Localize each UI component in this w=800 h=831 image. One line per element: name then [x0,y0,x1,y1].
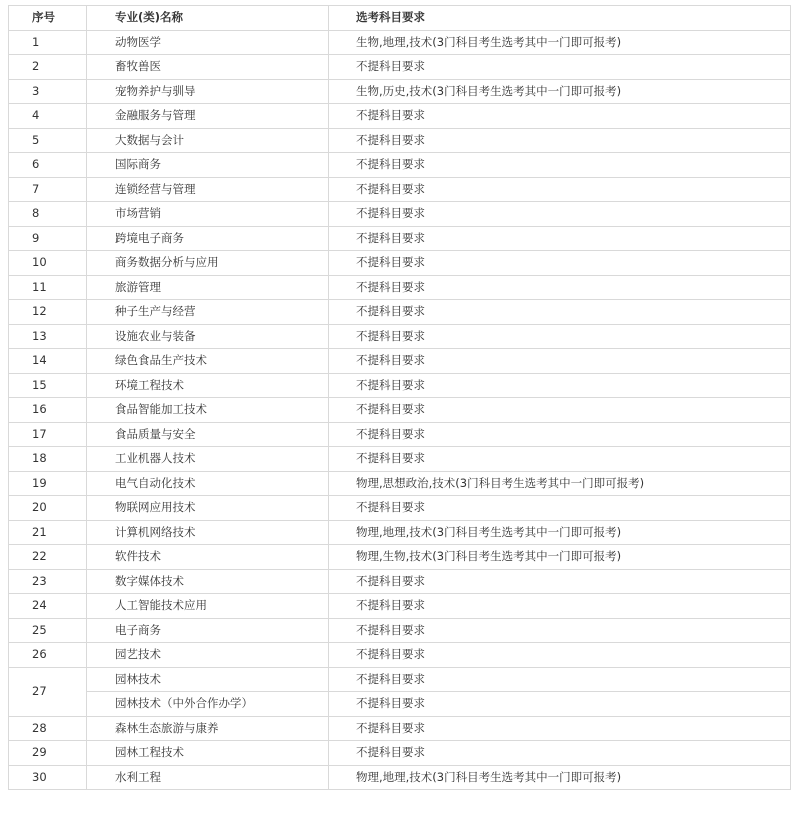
subject-requirement: 不提科目要求 [329,618,791,643]
subject-requirement: 不提科目要求 [329,594,791,619]
table-row [9,594,791,619]
major-name: 连锁经营与管理 [87,177,329,202]
table-row [9,545,791,570]
table-row [9,324,791,349]
header-no: 序号 [9,6,87,31]
row-number: 11 [9,275,87,300]
subject-requirement: 不提科目要求 [329,104,791,129]
row-number: 19 [9,471,87,496]
row-number: 17 [9,422,87,447]
subject-requirement: 不提科目要求 [329,226,791,251]
major-name: 国际商务 [87,153,329,178]
row-number: 6 [9,153,87,178]
subject-requirement: 不提科目要求 [329,202,791,227]
row-number: 23 [9,569,87,594]
table-body [9,30,791,790]
subject-requirement: 不提科目要求 [329,251,791,276]
subject-requirement: 不提科目要求 [329,275,791,300]
table-row [9,667,791,692]
row-number: 28 [9,716,87,741]
subject-requirement: 不提科目要求 [329,447,791,472]
table-row [9,569,791,594]
major-name: 计算机网络技术 [87,520,329,545]
subject-requirement: 不提科目要求 [329,716,791,741]
row-number: 16 [9,398,87,423]
subject-requirement: 不提科目要求 [329,324,791,349]
row-number: 2 [9,55,87,80]
major-name: 食品质量与安全 [87,422,329,447]
table-row [9,128,791,153]
table-row [9,275,791,300]
major-name: 食品智能加工技术 [87,398,329,423]
subject-requirement: 不提科目要求 [329,643,791,668]
table-row [9,79,791,104]
subject-requirement: 不提科目要求 [329,55,791,80]
row-number: 14 [9,349,87,374]
subject-requirement: 物理,思想政治,技术(3门科目考生选考其中一门即可报考) [329,471,791,496]
major-name: 电子商务 [87,618,329,643]
major-name: 森林生态旅游与康养 [87,716,329,741]
major-name: 数字媒体技术 [87,569,329,594]
table-row [9,643,791,668]
table-row [9,226,791,251]
row-number: 18 [9,447,87,472]
table-row [9,177,791,202]
row-number: 22 [9,545,87,570]
subject-requirement: 不提科目要求 [329,741,791,766]
header-requirement: 选考科目要求 [329,6,791,31]
row-number: 4 [9,104,87,129]
row-number: 8 [9,202,87,227]
subject-requirement: 不提科目要求 [329,373,791,398]
table-row [9,398,791,423]
table-row [9,373,791,398]
major-name: 园林技术 [87,667,329,692]
subject-requirement: 不提科目要求 [329,667,791,692]
row-number: 15 [9,373,87,398]
major-name: 水利工程 [87,765,329,790]
subject-requirement: 不提科目要求 [329,300,791,325]
row-number: 12 [9,300,87,325]
table-row [9,496,791,521]
table-row [9,251,791,276]
row-number: 25 [9,618,87,643]
table-row [9,447,791,472]
subject-requirement: 不提科目要求 [329,349,791,374]
subject-requirement: 不提科目要求 [329,569,791,594]
table-row [9,153,791,178]
row-number: 29 [9,741,87,766]
row-number: 3 [9,79,87,104]
major-name: 旅游管理 [87,275,329,300]
header-name: 专业(类)名称 [87,6,329,31]
major-name: 动物医学 [87,30,329,55]
major-name: 物联网应用技术 [87,496,329,521]
table-row [9,300,791,325]
row-number: 10 [9,251,87,276]
subject-requirement: 物理,地理,技术(3门科目考生选考其中一门即可报考) [329,520,791,545]
table-row [9,618,791,643]
subject-requirement: 不提科目要求 [329,153,791,178]
major-name: 人工智能技术应用 [87,594,329,619]
subject-requirement: 物理,地理,技术(3门科目考生选考其中一门即可报考) [329,765,791,790]
subject-requirement: 物理,生物,技术(3门科目考生选考其中一门即可报考) [329,545,791,570]
major-name: 种子生产与经营 [87,300,329,325]
subject-requirement: 生物,地理,技术(3门科目考生选考其中一门即可报考) [329,30,791,55]
table-row [9,520,791,545]
table-header-row [9,6,791,31]
major-name: 软件技术 [87,545,329,570]
row-number: 30 [9,765,87,790]
major-name: 金融服务与管理 [87,104,329,129]
major-name: 设施农业与装备 [87,324,329,349]
major-name: 园艺技术 [87,643,329,668]
table-row [9,692,791,717]
major-name: 宠物养护与驯导 [87,79,329,104]
major-name: 工业机器人技术 [87,447,329,472]
row-number: 20 [9,496,87,521]
subject-requirement: 不提科目要求 [329,128,791,153]
table-row [9,716,791,741]
table-row [9,30,791,55]
major-name: 园林技术（中外合作办学） [87,692,329,717]
table-row [9,765,791,790]
table-row [9,422,791,447]
major-name: 跨境电子商务 [87,226,329,251]
table-row [9,202,791,227]
major-name: 畜牧兽医 [87,55,329,80]
row-number: 9 [9,226,87,251]
table-row [9,104,791,129]
major-name: 环境工程技术 [87,373,329,398]
subject-requirement: 不提科目要求 [329,177,791,202]
majors-table [8,5,791,790]
table-row [9,349,791,374]
table-row [9,471,791,496]
row-number: 21 [9,520,87,545]
major-name: 绿色食品生产技术 [87,349,329,374]
subject-requirement: 不提科目要求 [329,398,791,423]
row-number: 1 [9,30,87,55]
subject-requirement: 生物,历史,技术(3门科目考生选考其中一门即可报考) [329,79,791,104]
row-number: 26 [9,643,87,668]
row-number: 24 [9,594,87,619]
major-name: 大数据与会计 [87,128,329,153]
row-number: 27 [9,667,87,716]
major-name: 市场营销 [87,202,329,227]
row-number: 13 [9,324,87,349]
row-number: 5 [9,128,87,153]
major-name: 电气自动化技术 [87,471,329,496]
major-name: 商务数据分析与应用 [87,251,329,276]
row-number: 7 [9,177,87,202]
table-row [9,741,791,766]
subject-requirement: 不提科目要求 [329,496,791,521]
subject-requirement: 不提科目要求 [329,692,791,717]
table-row [9,55,791,80]
subject-requirement: 不提科目要求 [329,422,791,447]
major-name: 园林工程技术 [87,741,329,766]
